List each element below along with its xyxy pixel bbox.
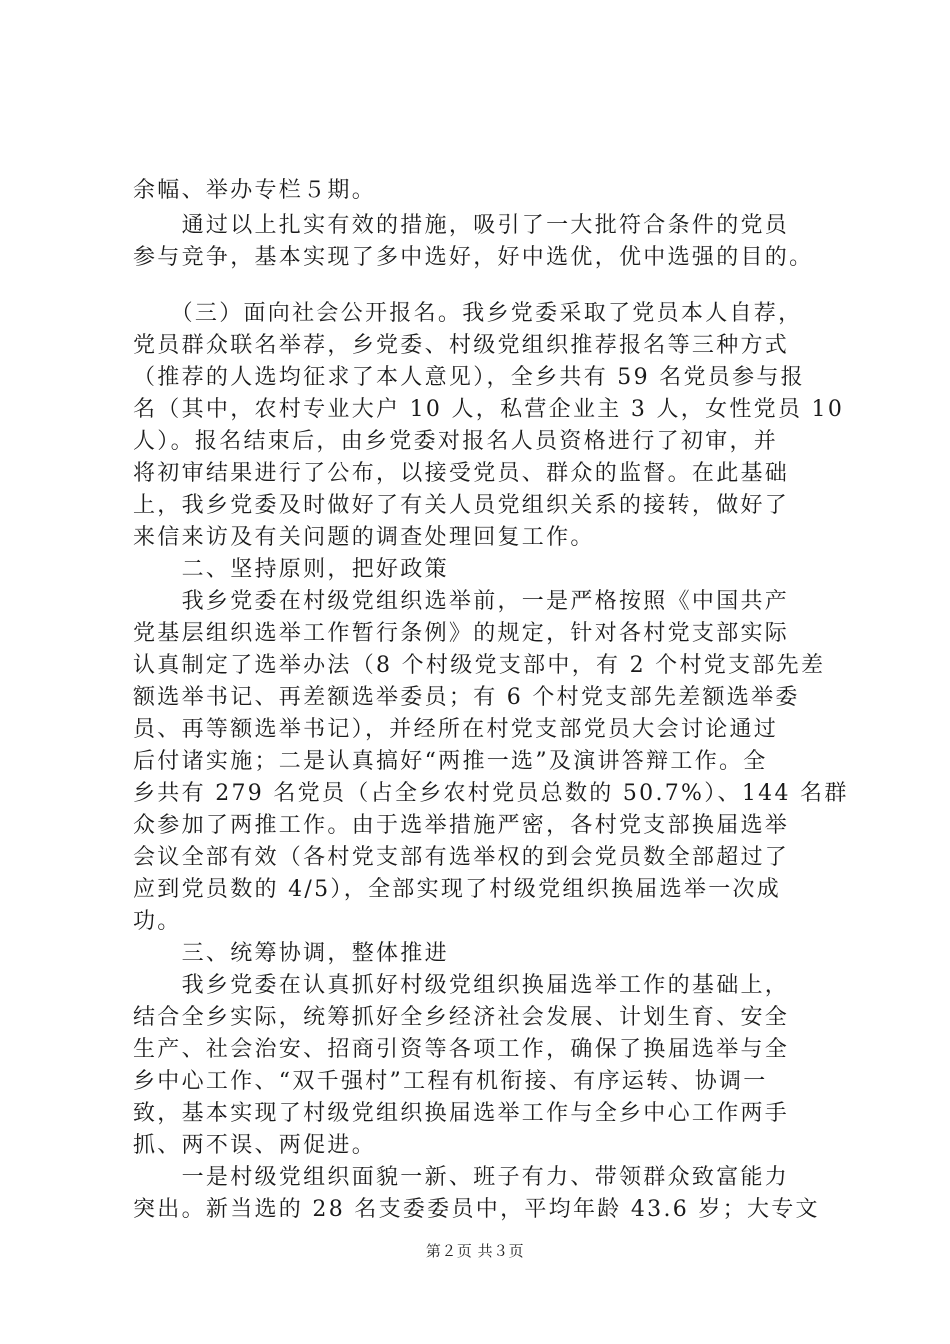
text-line: 通过以上扎实有效的措施，吸引了一大批符合条件的党员: [133, 213, 790, 238]
text-line: 来信来访及有关问题的调查处理回复工作。: [133, 525, 595, 550]
text-line: 上，我乡党委及时做好了有关人员党组织关系的接转，做好了: [133, 493, 790, 518]
text-line: 突出。新当选的 28 名支委委员中，平均年龄 43.6 岁；大专文: [133, 1197, 820, 1222]
text-line: 参与竞争，基本实现了多中选好，好中选优，优中选强的目的。: [133, 245, 814, 270]
text-line: 我乡党委在认真抓好村级党组织换届选举工作的基础上，: [133, 973, 790, 998]
text-line: 一是村级党组织面貌一新、班子有力、带领群众致富能力: [133, 1165, 790, 1190]
text-line: 人）。报名结束后，由乡党委对报名人员资格进行了初审，并: [133, 429, 779, 454]
text-line: 后付诸实施；二是认真搞好“两推一选”及演讲答辩工作。全: [133, 749, 768, 774]
text-line: 党员群众联名举荐，乡党委、村级党组织推荐报名等三种方式: [133, 333, 790, 358]
text-line: 乡共有 279 名党员（占全乡农村党员总数的 50.7%）、144 名群: [133, 781, 849, 806]
text-line: 员、再等额选举书记），并经所在村党支部党员大会讨论通过: [133, 717, 779, 742]
text-line: 余幅、举办专栏５期。: [133, 178, 377, 203]
text-line: 名（其中，农村专业大户 10 人，私营企业主 3 人，女性党员 10: [133, 397, 845, 422]
section-heading: 三、统筹协调，整体推进: [133, 941, 449, 966]
text-line: 功。: [133, 909, 182, 934]
text-line: 众参加了两推工作。由于选举措施严密，各村党支部换届选举: [133, 813, 790, 838]
section-heading: 二、坚持原则，把好政策: [133, 557, 449, 582]
text-line: 会议全部有效（各村党支部有选举权的到会党员数全部超过了: [133, 845, 790, 870]
text-line: 生产、社会治安、招商引资等各项工作，确保了换届选举与全: [133, 1037, 790, 1062]
text-line: （推荐的人选均征求了本人意见），全乡共有 59 名党员参与报: [133, 365, 805, 390]
text-line: 将初审结果进行了公布，以接受党员、群众的监督。在此基础: [133, 461, 790, 486]
text-line: 乡中心工作、“双千强村”工程有机衔接、有序运转、协调一: [133, 1069, 768, 1094]
text-line: （三）面向社会公开报名。我乡党委采取了党员本人自荐，: [133, 301, 803, 326]
text-line: 认真制定了选举办法（8 个村级党支部中，有 2 个村党支部先差: [133, 653, 826, 678]
text-line: 抓、两不误、两促进。: [133, 1133, 377, 1158]
text-line: 结合全乡实际，统筹抓好全乡经济社会发展、计划生育、安全: [133, 1005, 790, 1030]
page-number-footer: 第２页 共３页: [425, 1242, 525, 1260]
text-line: 我乡党委在村级党组织选举前，一是严格按照《中国共产: [133, 589, 790, 614]
text-line: 致，基本实现了村级党组织换届选举工作与全乡中心工作两手: [133, 1101, 790, 1126]
text-line: 党基层组织选举工作暂行条例》的规定，针对各村党支部实际: [133, 621, 790, 646]
text-line: 应到党员数的 4/5），全部实现了村级党组织换届选举一次成: [133, 877, 782, 902]
text-line: 额选举书记、再差额选举委员；有 6 个村党支部先差额选举委: [133, 685, 800, 710]
